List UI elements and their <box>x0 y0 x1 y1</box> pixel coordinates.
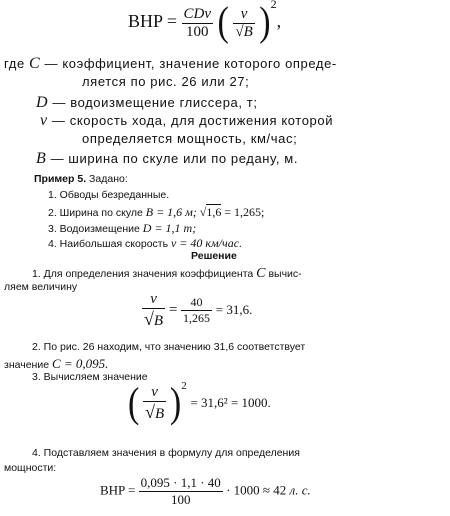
def-d-line <box>36 94 258 112</box>
formula-fraction <box>182 6 214 41</box>
step4-text2: мощности: <box>4 462 57 474</box>
formula-power: 2 <box>270 0 277 12</box>
f1-den-symbol: B <box>153 313 164 329</box>
example-item-2-math: B = 1,6 м; <box>145 205 197 219</box>
step2-math: C = 0,095. <box>51 356 109 371</box>
f2-paren-open: ( <box>128 379 140 426</box>
def-d-symbol: D <box>36 94 49 111</box>
formula-squared <box>128 379 271 426</box>
example-title <box>34 173 128 185</box>
def-d-dash: — <box>52 95 66 110</box>
step2-line2 <box>4 356 108 372</box>
f2-paren-close: ) <box>169 379 182 426</box>
f1-numerator-2: 40 <box>190 295 203 309</box>
def-b-symbol: B <box>36 150 47 167</box>
f1-denominator: √B <box>144 309 164 329</box>
def-prefix: где <box>4 56 25 71</box>
formula-tail: , <box>276 11 282 32</box>
example-item-2-text: 2. Ширина по скуле <box>48 207 143 219</box>
formula-denominator: 100 <box>182 23 214 41</box>
def-c-text2: ляется по рис. 26 или 27; <box>82 74 250 89</box>
f2-fraction <box>143 384 166 423</box>
example-title-rest: Задано: <box>89 173 128 185</box>
def-c-text1: коэффициент, значение которого опреде- <box>62 56 337 71</box>
example-item-2 <box>48 205 264 220</box>
def-c-line2 <box>82 74 249 89</box>
def-b-line <box>36 150 298 168</box>
f3-unit: л. с. <box>289 482 311 498</box>
f1-denominator-2: 1,265 <box>183 311 211 325</box>
formula-eq: = <box>166 11 178 32</box>
def-c-dash: — <box>44 56 59 71</box>
paren-open: ( <box>217 0 229 45</box>
step2-line1 <box>32 341 305 353</box>
example-sqrt-value: 1,6 <box>206 205 222 219</box>
example-item-1-text: 1. Обводы безреданные. <box>48 189 170 201</box>
step4-text: 4. Подставляем значения в формулу для определения <box>32 447 300 459</box>
f1-fraction <box>142 291 165 330</box>
example-item-2-sqrt: √1,6 <box>199 205 222 219</box>
f1-numerator: v <box>150 291 157 307</box>
def-v-symbol: v <box>40 112 48 129</box>
example-item-3-math: D = 1,1 т; <box>142 221 197 235</box>
formula-numerator: CDv <box>183 5 212 22</box>
step2-text2: значение <box>4 359 50 371</box>
formula-lhs: BHP <box>128 11 163 32</box>
f3-tail: · 1000 ≈ 42 <box>226 482 287 498</box>
step4-line2 <box>4 462 56 474</box>
def-v-dash: — <box>51 113 66 128</box>
f3-fraction <box>139 475 223 508</box>
inner-denominator: √B <box>235 23 253 40</box>
example-item-3-text: 3. Водоизмещение <box>48 223 140 235</box>
formula-bhp-final <box>100 475 311 508</box>
f1-result: = 31,6. <box>215 301 253 317</box>
example-item-1 <box>48 189 169 201</box>
example-item-4-math: v = 40 км/час. <box>170 236 243 250</box>
def-v-line2 <box>82 131 297 146</box>
paren-close: ) <box>259 0 271 45</box>
def-v-text2: определяется мощность, км/час; <box>82 131 298 146</box>
inner-den-symbol: B <box>243 23 253 40</box>
example-item-4 <box>48 236 242 251</box>
formula-v-over-sqrtb <box>142 291 252 330</box>
formula-bhp-top <box>128 0 282 45</box>
f2-result: = 31,6² = 1000. <box>190 394 271 410</box>
inner-numerator: v <box>240 5 248 22</box>
def-v-text1: скорость хода, для достижения которой <box>69 113 334 128</box>
f3-numerator: 0,095 · 1,1 · 40 <box>140 475 221 490</box>
f1-eq: = <box>168 301 178 318</box>
f3-lhs: BHP = <box>100 482 136 498</box>
step1-tail: вычис- <box>268 268 302 280</box>
formula-inner-fraction <box>233 6 254 41</box>
def-c-symbol: C <box>29 55 41 72</box>
f2-den-symbol: B <box>154 406 165 422</box>
example-item-4-text: 4. Наибольшая скорость <box>48 238 169 250</box>
solution-heading: Решение <box>191 250 237 262</box>
f3-denominator: 100 <box>139 491 223 508</box>
step1-text2: ляем величину <box>4 281 78 293</box>
def-d-text: водоизмещение глиссера, т; <box>70 95 258 110</box>
step3-text: 3. Вычисляем значение <box>32 371 148 383</box>
example-item-2-eq: = 1,265; <box>224 205 265 219</box>
example-item-3 <box>48 221 196 236</box>
example-title-bold: Пример 5. <box>34 173 87 185</box>
f2-denominator: √B <box>145 402 165 422</box>
step1-line1 <box>32 266 302 282</box>
def-v-line1 <box>40 112 333 130</box>
step4-line1 <box>32 447 300 459</box>
f2-power: 2 <box>181 379 187 392</box>
f1-fraction-2 <box>181 295 212 326</box>
def-b-dash: — <box>50 151 65 166</box>
f2-numerator: v <box>151 384 158 400</box>
def-b-text: ширина по скуле или по редану, м. <box>68 151 299 166</box>
step1-text: 1. Для определения значения коэффициента <box>32 268 254 280</box>
step1-symbol: C <box>256 266 266 281</box>
step2-text: 2. По рис. 26 находим, что значению 31,6 соответствует <box>32 341 306 353</box>
step1-line2 <box>4 281 77 293</box>
def-c-line1 <box>4 55 337 73</box>
